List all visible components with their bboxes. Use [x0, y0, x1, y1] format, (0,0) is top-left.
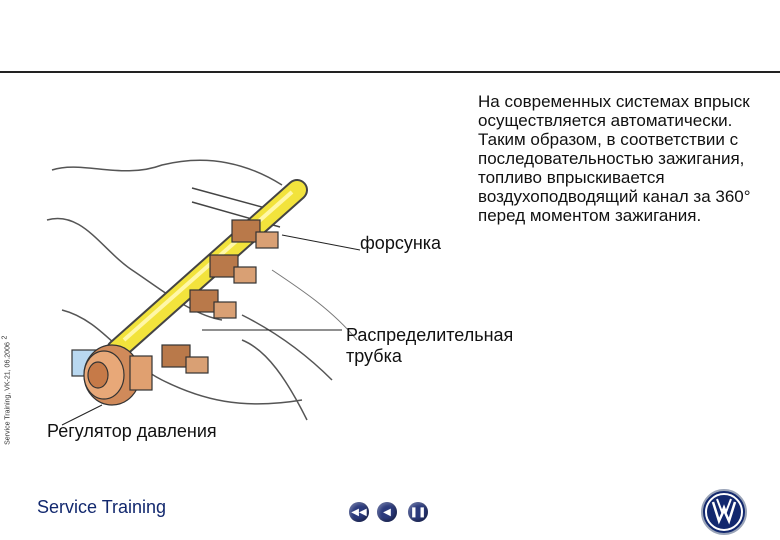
fuel-rail-label: Распределительная трубка [346, 325, 514, 366]
header-divider [0, 71, 780, 73]
injector-label: форсунка [360, 233, 442, 253]
footer-brand: Service Training [37, 497, 167, 517]
first-slide-icon: ◀◀ [351, 506, 367, 518]
first-slide-button[interactable] [349, 502, 369, 522]
description-paragraph: На современных системах впрыск осуществляется автоматически. Таким образом, в соответствии с последовательностью зажигания, топливо впрыскивается воздухоподводящий канал за 360° перед моментом зажигания. [478, 92, 751, 225]
side-caption: Service Training, VK-21, 06.2006 [4, 342, 12, 445]
fuel-rail-illustration [42, 150, 362, 435]
pause-button[interactable] [408, 502, 428, 522]
previous-slide-icon: ◀ [383, 506, 391, 518]
vw-logo [700, 488, 748, 536]
page-number: 2 [1, 335, 9, 340]
previous-slide-button[interactable] [377, 502, 397, 522]
pause-icon: ❚❚ [409, 506, 427, 518]
pressure-regulator-label: Регулятор давления [47, 421, 217, 441]
